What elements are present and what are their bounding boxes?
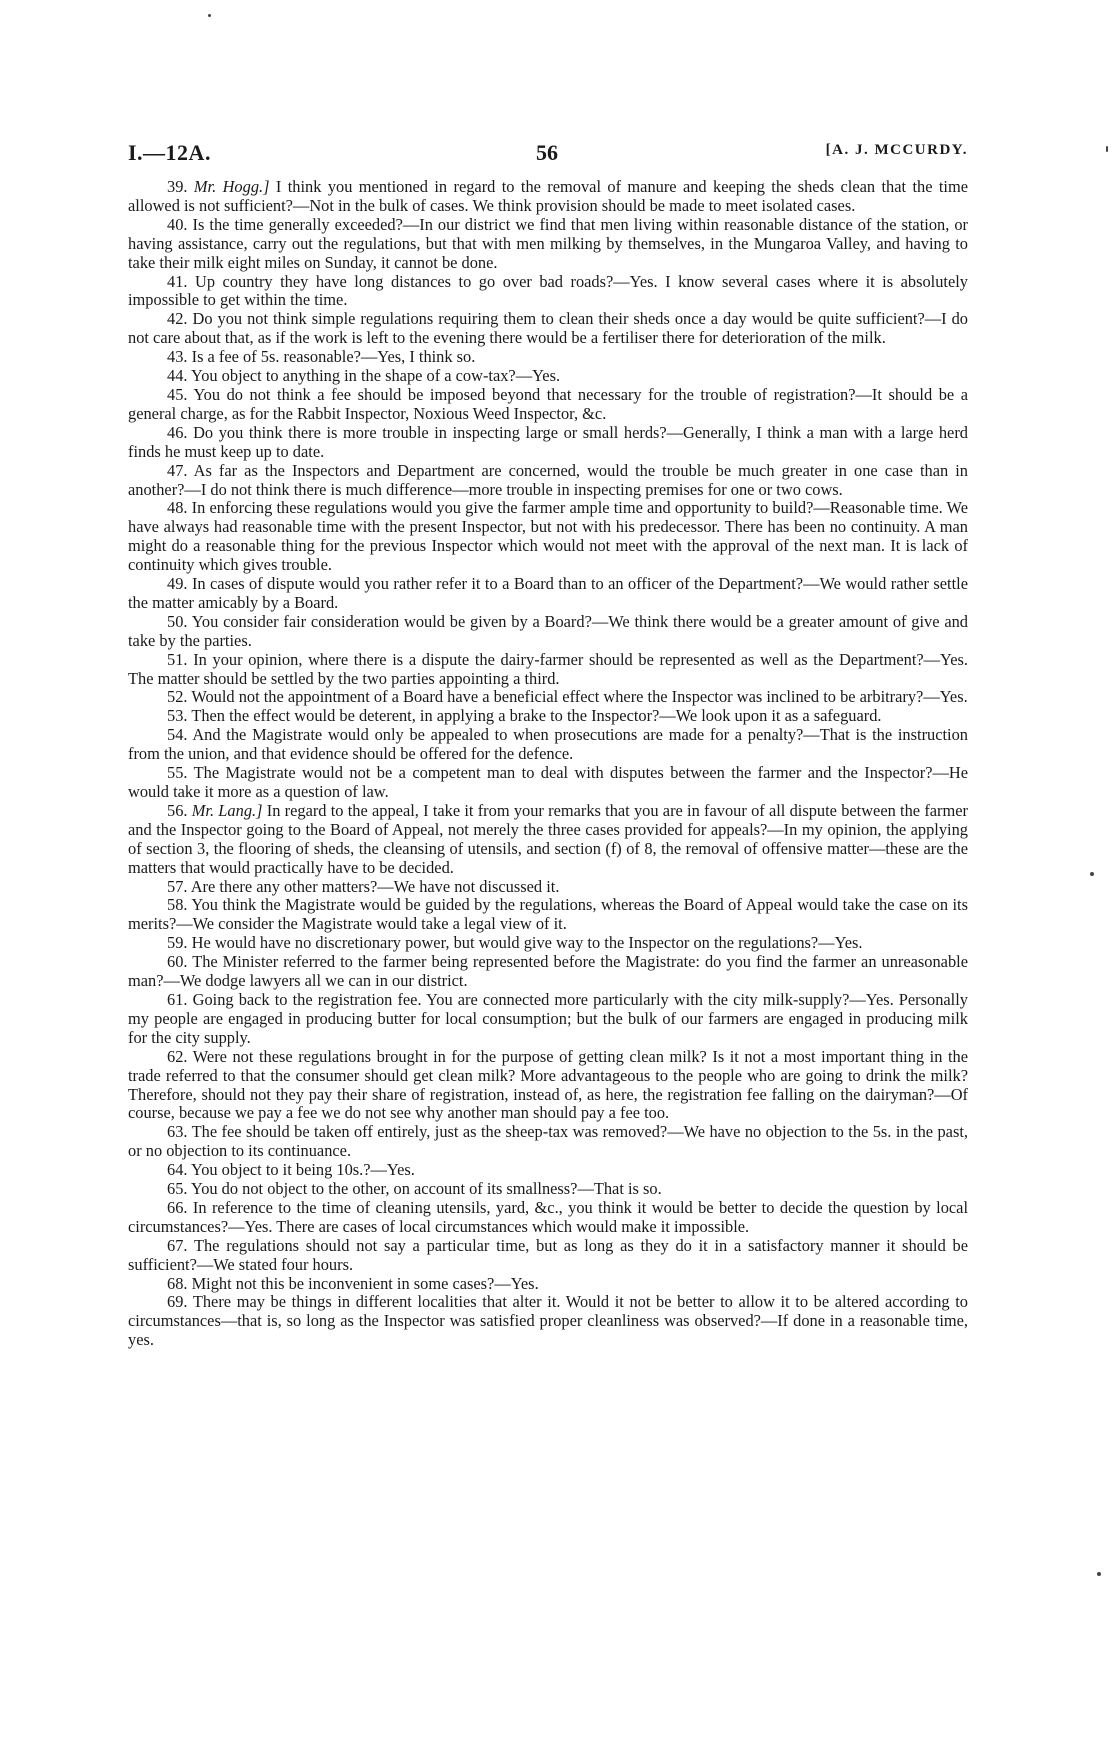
- question-number: 51.: [167, 649, 188, 669]
- question-number: 56.: [167, 800, 188, 820]
- question-number: 55.: [167, 763, 188, 783]
- testimony-paragraph: [128, 1237, 968, 1275]
- testimony-paragraph: [128, 1275, 968, 1294]
- speaker-name: Mr. Hogg.]: [193, 177, 270, 196]
- scan-speck: [1097, 1572, 1101, 1576]
- question-number: 39.: [167, 177, 188, 196]
- question-answer-text: Up country they have long distances to go over bad roads?—Yes. I know several cases where it is absolutely impossible to get within the time.: [128, 271, 968, 310]
- question-answer-text: Going back to the registration fee. You are connected more particularly with the city milk-supply?—Yes. Personally my people are engaged in producing butter for local consumption; but the bulk of our farmers are engaged in producing milk for the city supply.: [128, 989, 968, 1047]
- testimony-paragraph: [128, 310, 968, 348]
- question-answer-text: In cases of dispute would you rather refer it to a Board than to an officer of the Department?—We would rather settle the matter amicably by a Board.: [128, 574, 968, 612]
- question-answer-text: I think you mentioned in regard to the removal of manure and keeping the sheds clean that the time allowed is not sufficient?—Not in the bulk of cases. We think provision should be made to meet isolated cases.: [128, 177, 968, 215]
- speaker-name: Mr. Lang.]: [191, 800, 263, 820]
- question-answer-text: The Magistrate would not be a competent man to deal with disputes between the farmer and the Inspector?—He would take it more as a question of law.: [128, 763, 968, 801]
- testimony-paragraph: [128, 707, 968, 726]
- testimony-paragraph: [128, 575, 968, 613]
- testimony-paragraph: [128, 424, 968, 462]
- page-number: 56: [536, 140, 558, 165]
- testimony-paragraph: [128, 613, 968, 651]
- question-answer-text: The fee should be taken off entirely, just as the sheep-tax was removed?—We have no objection to the 5s. in the past, or no objection to its continuance.: [128, 1122, 968, 1161]
- testimony-paragraph: [128, 499, 968, 575]
- question-number: 69.: [167, 1292, 188, 1312]
- testimony-paragraph: [128, 386, 968, 424]
- testimony-paragraph: [128, 651, 968, 689]
- testimony-paragraph: [128, 991, 968, 1048]
- scan-speck: [1090, 872, 1094, 876]
- question-number: 65.: [167, 1179, 188, 1199]
- testimony-paragraph: [128, 878, 968, 897]
- question-number: 60.: [167, 952, 188, 972]
- question-number: 61.: [167, 989, 188, 1009]
- question-number: 50.: [167, 611, 188, 631]
- question-number: 48.: [167, 498, 188, 518]
- question-answer-text: You do not think a fee should be imposed beyond that necessary for the trouble of registration?—It should be a general charge, as for the Rabbit Inspector, Noxious Weed Inspector, &c.: [128, 384, 969, 423]
- question-number: 41.: [167, 271, 188, 291]
- question-number: 66.: [167, 1197, 188, 1217]
- question-number: 63.: [167, 1122, 188, 1142]
- question-answer-text: In enforcing these regulations would you give the farmer ample time and opportunity to build?—Reasonable time. We have always had reasonable time with the present Inspector, but not with his predecessor. There has been no continuity. A man might do a reasonable thing for the previous Inspector which would not meet with the approval of the next man. It is lack of continuity which gives trouble.: [128, 498, 968, 575]
- question-answer-text: As far as the Inspectors and Department are concerned, would the trouble be much greater in one case than in another?—I do not think there is much difference—more trouble in inspecting premises for one or two cows.: [128, 460, 968, 499]
- question-answer-text: Is a fee of 5s. reasonable?—Yes, I think so.: [191, 347, 476, 367]
- document-page: [128, 140, 968, 1350]
- question-answer-text: You object to it being 10s.?—Yes.: [191, 1160, 415, 1180]
- testimony-paragraph: [128, 367, 968, 386]
- question-answer-text: In reference to the time of cleaning utensils, yard, &c., you think it would be better to decide the question by local circumstances?—Yes. There are cases of local circumstances which would make it impossible.: [128, 1197, 968, 1236]
- question-number: 53.: [167, 706, 188, 726]
- question-number: 57.: [167, 876, 188, 896]
- question-number: 40.: [167, 214, 188, 234]
- question-answer-text: In your opinion, where there is a dispute the dairy-farmer should be represented as well as the Department?—Yes. The matter should be settled by the two parties appointing a third.: [128, 649, 968, 688]
- question-answer-text: And the Magistrate would only be appealed to when prosecutions are made for a penalty?—That is the instruction from the union, and that evidence should be offered for the defence.: [128, 725, 968, 764]
- question-number: 68.: [167, 1273, 188, 1293]
- document-reference: I.—12A.: [128, 140, 211, 165]
- question-number: 47.: [167, 460, 188, 480]
- question-answer-text: The regulations should not say a particular time, but as long as they do it in a satisfactory manner it should be sufficient?—We stated four hours.: [128, 1235, 968, 1274]
- witness-name: [A. J. MCCURDY.: [825, 142, 968, 158]
- question-answer-text: Would not the appointment of a Board have a beneficial effect where the Inspector was inclined to be arbitrary?—Yes.: [191, 687, 968, 707]
- testimony-paragraph: [128, 726, 968, 764]
- testimony-paragraph: [128, 1180, 968, 1199]
- page-header: [128, 140, 968, 174]
- question-answer-text: There may be things in different localities that alter it. Would it not be better to allow it to be altered according to circumstances—that is, so long as the Inspector was satisfied proper cleanliness was observed?—If done in a reasonable time, yes.: [128, 1292, 968, 1350]
- scan-speck: [208, 14, 211, 17]
- question-number: 58.: [167, 895, 188, 915]
- testimony-paragraph: [128, 462, 968, 500]
- testimony-paragraph: [128, 178, 968, 216]
- question-answer-text: You think the Magistrate would be guided by the regulations, whereas the Board of Appeal would take the case on its merits?—We consider the Magistrate would take a legal view of it.: [128, 895, 968, 934]
- testimony-paragraph: [128, 1123, 968, 1161]
- question-number: 67.: [167, 1235, 188, 1255]
- testimony-paragraph: [128, 1048, 968, 1124]
- testimony-paragraph: [128, 953, 968, 991]
- scan-speck: [1106, 146, 1108, 152]
- testimony-body: [128, 178, 968, 1350]
- question-number: 49.: [167, 574, 188, 594]
- testimony-paragraph: [128, 216, 968, 273]
- testimony-paragraph: [128, 688, 968, 707]
- question-number: 59.: [167, 933, 188, 953]
- question-number: 45.: [167, 384, 188, 404]
- question-number: 44.: [167, 366, 188, 386]
- question-answer-text: Is the time generally exceeded?—In our district we find that men living within reasonable distance of the station, or having assistance, carry out the regulations, but that with men milking by themselves, in the Mungaroa Valley, and having to take their milk eight miles on Sunday, it cannot be done.: [128, 214, 968, 272]
- question-number: 54.: [167, 725, 188, 745]
- question-answer-text: You consider fair consideration would be given by a Board?—We think there would be a greater amount of give and take by the parties.: [128, 611, 968, 650]
- question-number: 64.: [167, 1160, 188, 1180]
- testimony-paragraph: [128, 1199, 968, 1237]
- question-number: 52.: [167, 687, 188, 707]
- question-answer-text: Were not these regulations brought in for the purpose of getting clean milk? Is it not a most important thing in the trade referred to that the consumer should get clean milk? More advantageous to the people who are going to drink the milk? Therefore, should not they pay their share of registration, instead of, as here, the registration fee falling on the dairyman?—Of course, because we pay a fee we do not see why another man should pay a fee too.: [128, 1046, 969, 1123]
- testimony-paragraph: [128, 934, 968, 953]
- question-answer-text: Are there any other matters?—We have not discussed it.: [190, 876, 560, 896]
- testimony-paragraph: [128, 896, 968, 934]
- testimony-paragraph: [128, 802, 968, 878]
- testimony-paragraph: [128, 348, 968, 367]
- question-answer-text: He would have no discretionary power, but would give way to the Inspector on the regulations?—Yes.: [191, 933, 863, 953]
- testimony-paragraph: [128, 1161, 968, 1180]
- testimony-paragraph: [128, 764, 968, 802]
- question-answer-text: In regard to the appeal, I take it from your remarks that you are in favour of all dispute between the farmer and the Inspector going to the Board of Appeal, not merely the three cases provided for appeals?—In my opinion, the applying of section 3, the flooring of sheds, the cleansing of utensils, and section (f) of 8, the removal of offensive matter—these are the matters that would practically have to be decided.: [128, 800, 968, 877]
- question-answer-text: The Minister referred to the farmer being represented before the Magistrate: do you find the farmer an unreasonable man?—We dodge lawyers all we can in our district.: [128, 952, 968, 991]
- question-answer-text: Might not this be inconvenient in some cases?—Yes.: [191, 1273, 539, 1293]
- testimony-paragraph: [128, 273, 968, 311]
- question-number: 43.: [167, 347, 188, 367]
- question-answer-text: Do you not think simple regulations requiring them to clean their sheds once a day would be quite sufficient?—I do not care about that, as if the work is left to the evening there would be a fertiliser there for deterioration of the milk.: [128, 309, 968, 348]
- question-number: 46.: [167, 422, 188, 442]
- question-number: 62.: [167, 1046, 188, 1066]
- question-number: 42.: [167, 309, 188, 329]
- question-answer-text: Then the effect would be deterent, in applying a brake to the Inspector?—We look upon it as a safeguard.: [191, 706, 882, 726]
- question-answer-text: Do you think there is more trouble in inspecting large or small herds?—Generally, I think a man with a large herd finds he must keep up to date.: [128, 422, 968, 461]
- testimony-paragraph: [128, 1293, 968, 1350]
- question-answer-text: You do not object to the other, on account of its smallness?—That is so.: [191, 1179, 662, 1199]
- question-answer-text: You object to anything in the shape of a cow-tax?—Yes.: [191, 366, 561, 386]
